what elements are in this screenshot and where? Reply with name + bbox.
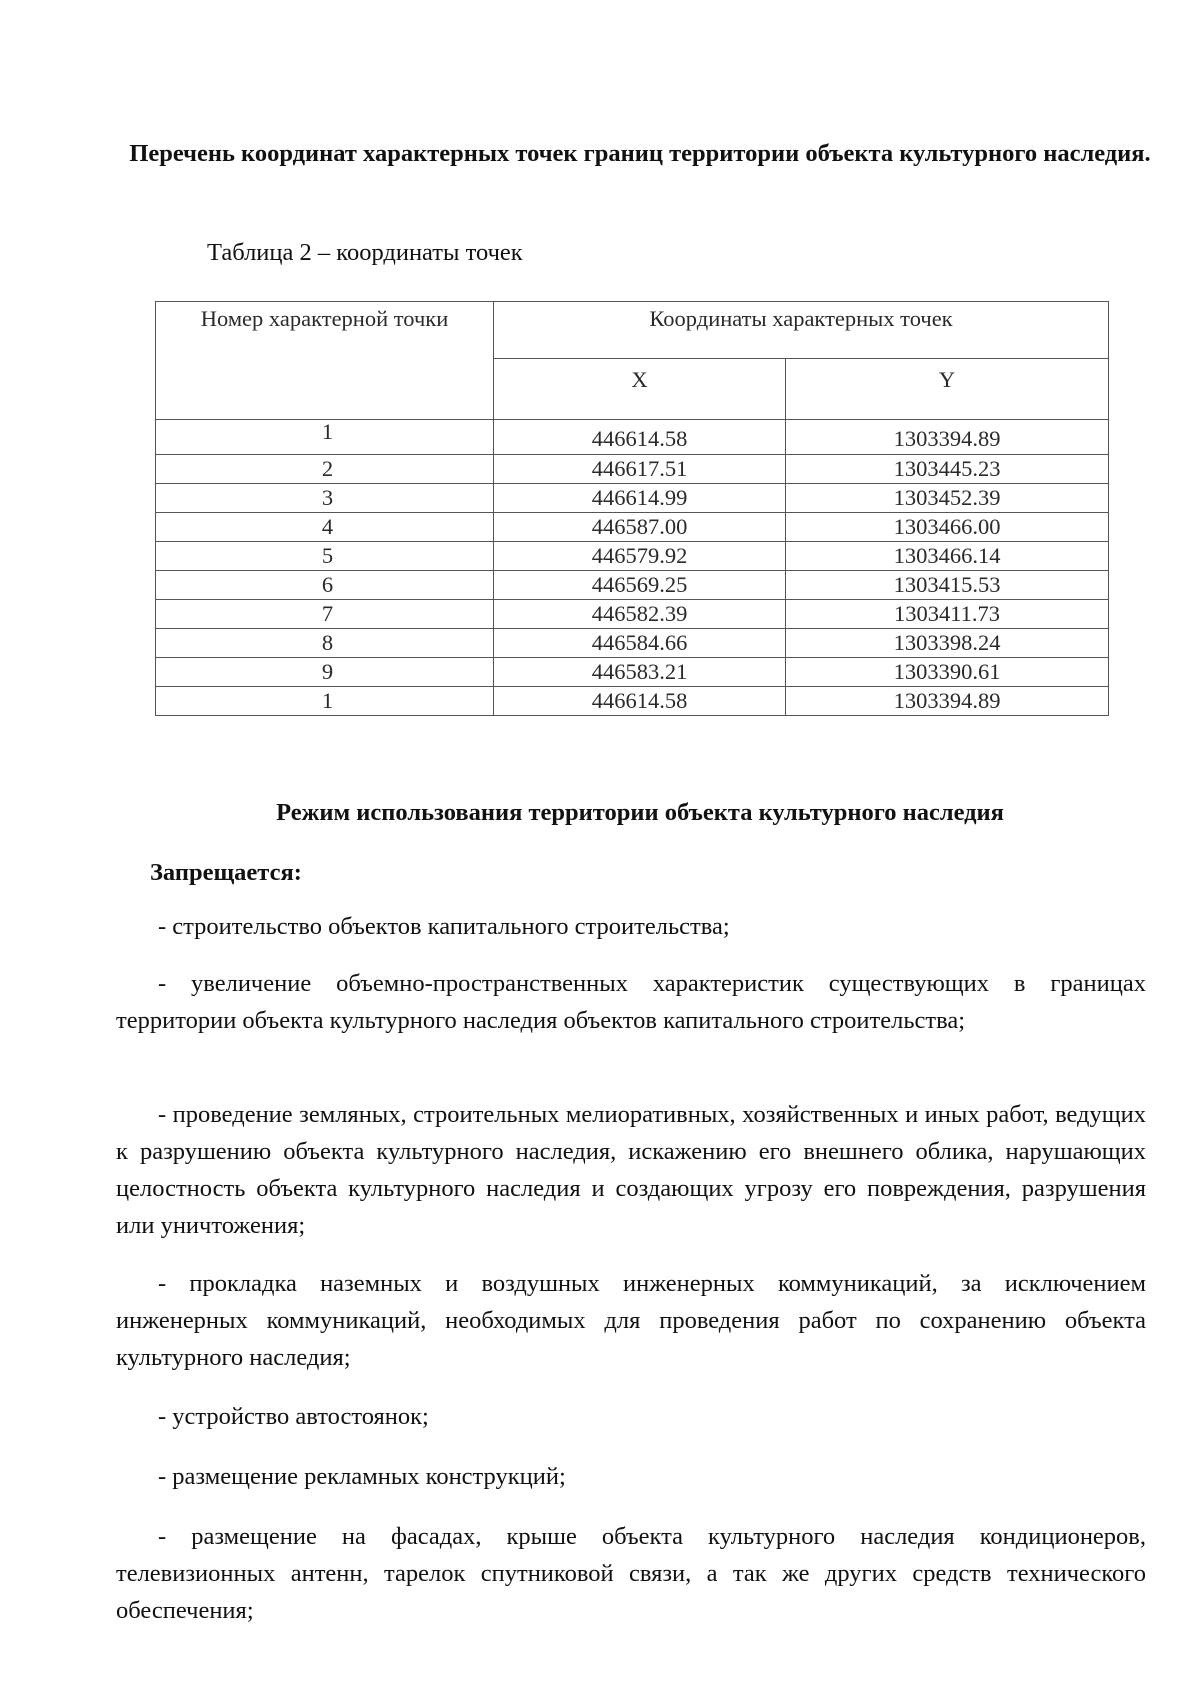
- coord-x: 446614.58: [494, 420, 786, 455]
- coord-y: 1303466.14: [786, 542, 1109, 571]
- table-row: [156, 571, 1109, 600]
- point-number: 2: [156, 455, 494, 484]
- prohibition-item: - устройство автостоянок;: [158, 1403, 429, 1430]
- table-row: [156, 420, 1109, 455]
- section-title: Режим использования территории объекта культурного наследия: [276, 799, 1004, 826]
- coord-y: 1303445.23: [786, 455, 1109, 484]
- point-number: 5: [156, 542, 494, 571]
- prohibition-item: - размещение на фасадах, крыше объекта культурного наследия кондиционеров, телевизионных антенн, тарелок спутниковой связи, а так же других средств технического обеспечения;: [116, 1523, 1146, 1624]
- table-row: [156, 455, 1109, 484]
- point-number: 9: [156, 658, 494, 687]
- coord-x: 446614.58: [494, 687, 786, 716]
- point-number: 1: [156, 420, 494, 455]
- prohibition-item: - увеличение объемно-пространственных характеристик существующих в границах территории объекта культурного наследия объектов капитального строительства;: [116, 970, 1146, 1034]
- table-row: [156, 542, 1109, 571]
- table-row: [156, 687, 1109, 716]
- coord-x: 446587.00: [494, 513, 786, 542]
- coord-x: 446614.99: [494, 484, 786, 513]
- coord-y: 1303398.24: [786, 629, 1109, 658]
- point-number: 1: [156, 687, 494, 716]
- coord-x: 446579.92: [494, 542, 786, 571]
- point-number: 7: [156, 600, 494, 629]
- coord-x: 446569.25: [494, 571, 786, 600]
- table-row: [156, 513, 1109, 542]
- prohibition-item: - прокладка наземных и воздушных инженерных коммуникаций, за исключением инженерных коммуникаций, необходимых для проведения работ по сохранению объекта культурного наследия;: [116, 1270, 1146, 1371]
- coord-x: 446617.51: [494, 455, 786, 484]
- header-x: X: [494, 359, 786, 420]
- point-number: 4: [156, 513, 494, 542]
- coord-y: 1303411.73: [786, 600, 1109, 629]
- coord-y: 1303394.89: [786, 687, 1109, 716]
- table-row: [156, 658, 1109, 687]
- table-row: [156, 600, 1109, 629]
- document-title: Перечень координат характерных точек границ территории объекта культурного наследия.: [129, 140, 1151, 167]
- header-coordinates: Координаты характерных точек: [494, 302, 1109, 359]
- point-number: 8: [156, 629, 494, 658]
- coord-y: 1303394.89: [786, 420, 1109, 455]
- coord-x: 446584.66: [494, 629, 786, 658]
- coord-y: 1303452.39: [786, 484, 1109, 513]
- prohibited-label: Запрещается:: [150, 859, 302, 886]
- table-row: [156, 629, 1109, 658]
- prohibition-item: - проведение земляных, строительных мелиоративных, хозяйственных и иных работ, ведущих к разрушению объекта культурного наследия, искажению его внешнего облика, нарушающих целостность объекта культурного наследия и создающих угрозу его повреждения, разрушения или уничтожения;: [116, 1101, 1146, 1239]
- table-row: [156, 484, 1109, 513]
- prohibition-item: - размещение рекламных конструкций;: [158, 1463, 566, 1490]
- point-number: 6: [156, 571, 494, 600]
- coord-x: 446583.21: [494, 658, 786, 687]
- point-number: 3: [156, 484, 494, 513]
- coord-x: 446582.39: [494, 600, 786, 629]
- header-y: Y: [786, 359, 1109, 420]
- coordinates-table: [155, 301, 1109, 716]
- prohibition-item: - строительство объектов капитального строительства;: [158, 913, 730, 940]
- table-caption: Таблица 2 – координаты точек: [207, 239, 523, 266]
- header-point-number: Номер характерной точки: [156, 302, 494, 420]
- coord-y: 1303466.00: [786, 513, 1109, 542]
- coord-y: 1303390.61: [786, 658, 1109, 687]
- coord-y: 1303415.53: [786, 571, 1109, 600]
